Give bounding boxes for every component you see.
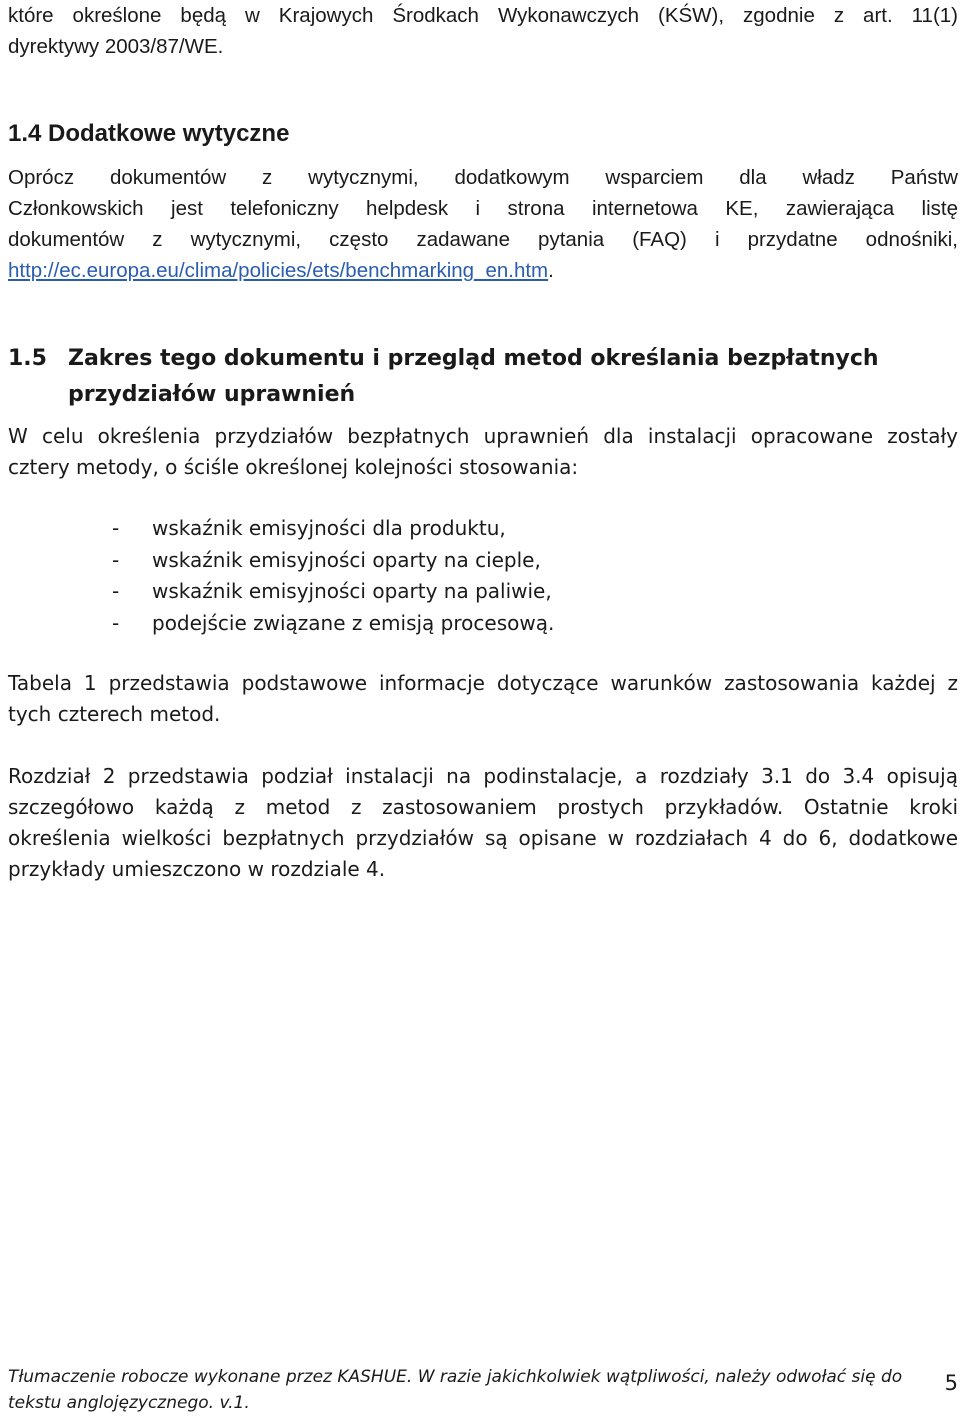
section-1-5-line-2: cztery metody, o ściśle określonej kolejności stosowania:	[8, 455, 579, 479]
section-1-5-heading	[8, 341, 958, 413]
footer-line-1: Tłumaczenie robocze wykonane przez KASHUE. W razie jakichkolwiek wątpliwości, należy odwołać się do	[8, 1367, 903, 1387]
page-number: 5	[944, 1371, 958, 1395]
footer-note	[8, 1364, 923, 1416]
chapters-line-1: Rozdział 2 przedstawia podział instalacji na podinstalacje, a rozdziały 3.1 do 3.4 opisują	[8, 764, 958, 788]
link-suffix: .	[548, 259, 554, 282]
section-1-5	[8, 341, 958, 413]
section-1-4-line-1: Oprócz dokumentów z wytycznymi, dodatkowym wsparciem dla władz Państw	[8, 166, 958, 189]
intro-line-2: dyrektywy 2003/87/WE.	[8, 35, 224, 58]
section-1-4-line-2: Członkowskich jest telefoniczny helpdesk i strona internetowa KE, zawierająca listę	[8, 197, 958, 220]
methods-list	[0, 513, 950, 639]
section-1-5-paragraph	[8, 421, 958, 483]
section-1-4-line-3: dokumentów z wytycznymi, często zadawane pytania (FAQ) i przydatne odnośniki,	[8, 228, 958, 251]
benchmarking-link[interactable]: http://ec.europa.eu/clima/policies/ets/benchmarking_en.htm	[8, 259, 549, 282]
section-1-4-heading: 1.4 Dodatkowe wytyczne	[8, 120, 290, 147]
table-intro-line-2: tych czterech metod.	[8, 702, 221, 726]
intro-paragraph	[8, 0, 958, 62]
section-1-5-heading-line-2: przydziałów uprawnień	[68, 382, 356, 407]
footer-line-2: tekstu anglojęzycznego. v.1.	[8, 1393, 250, 1413]
section-1-4-paragraph	[8, 162, 958, 286]
list-item: - wskaźnik emisyjności oparty na paliwie,	[112, 579, 552, 603]
section-1-5-number: 1.5	[8, 346, 47, 371]
section-1-4	[8, 119, 958, 149]
section-1-5-line-1: W celu określenia przydziałów bezpłatnych uprawnień dla instalacji opracowane zostały	[8, 424, 958, 448]
intro-line-1: które określone będą w Krajowych Środkach Wykonawczych (KŚW), zgodnie z art. 11(1)	[8, 4, 958, 27]
section-1-5-heading-line-1: Zakres tego dokumentu i przegląd metod określania bezpłatnych	[68, 346, 879, 371]
list-item: - wskaźnik emisyjności oparty na cieple,	[112, 547, 541, 572]
chapters-paragraph	[8, 761, 958, 885]
chapters-line-3: określenia wielkości bezpłatnych przydziałów są opisane w rozdziałach 4 do 6, dodatkowe	[8, 826, 958, 850]
chapters-line-2: szczegółowo każdą z metod z zastosowaniem prostych przykładów. Ostatnie kroki	[8, 795, 958, 819]
list-item: - podejście związane z emisją procesową.	[112, 610, 555, 635]
list-item: - wskaźnik emisyjności dla produktu,	[112, 516, 506, 540]
table-intro-paragraph	[8, 668, 958, 730]
chapters-line-4: przykłady umieszczono w rozdziale 4.	[8, 857, 386, 881]
page-footer	[8, 1364, 958, 1416]
table-intro-line-1: Tabela 1 przedstawia podstawowe informacje dotyczące warunków zastosowania każdej z	[8, 671, 958, 695]
